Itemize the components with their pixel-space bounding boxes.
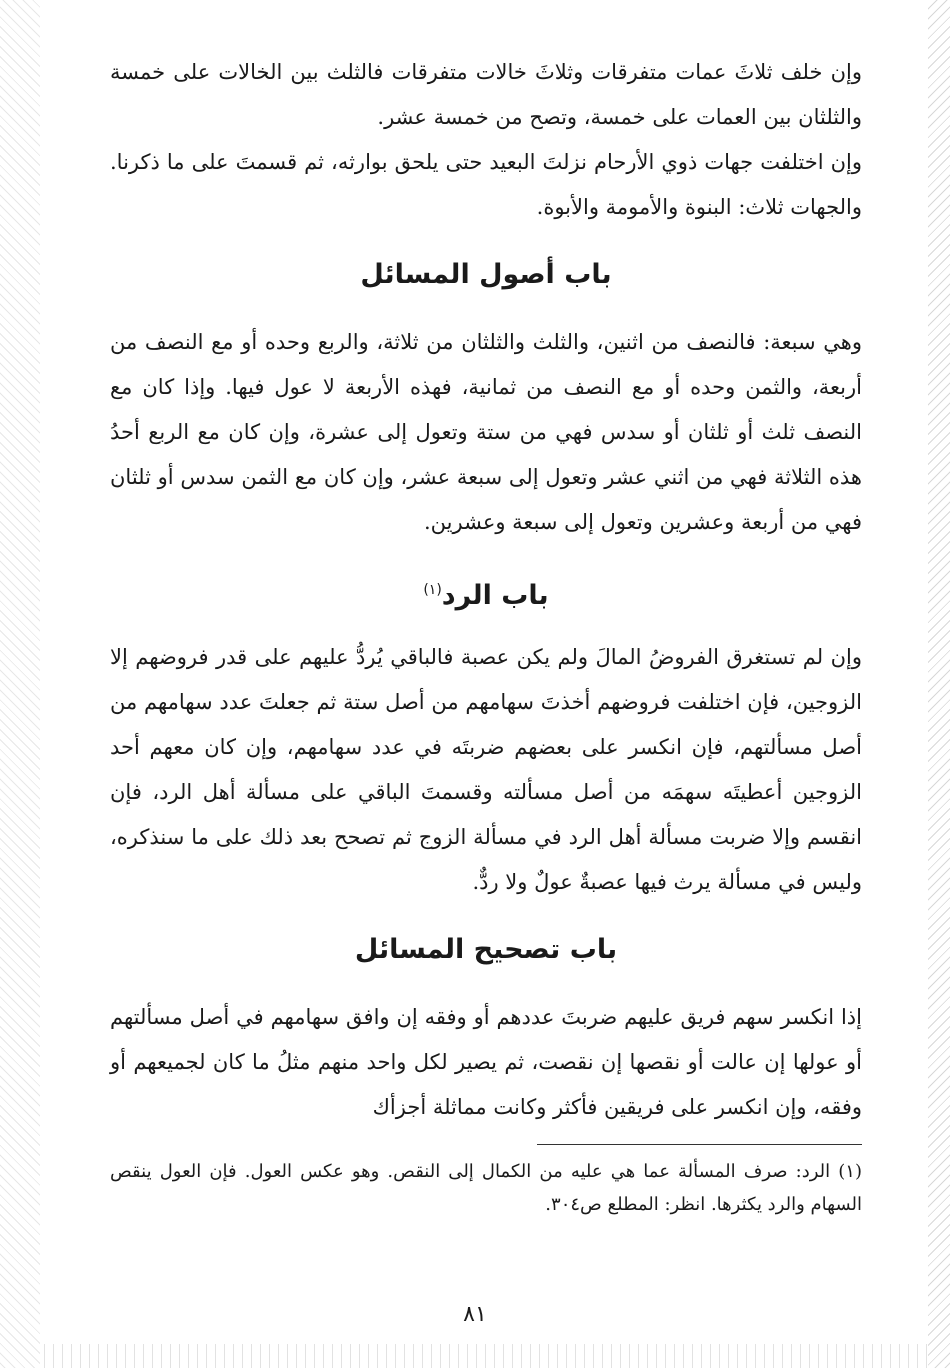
paragraph-tashih-al-masail: إذا انكسر سهم فريق عليهم ضربتَ عددهم أو وفقه إن وافق سهامهم في أصل مسألتهم أو عولها إن عالت أو نقصها إن نقصت، ثم يصير لكل واحد منهم مثلُ ما كان لجميعهم أو وفقه، وإن انكسر على فريقين فأكثر وكانت مماثلة أجزأك — [110, 1005, 862, 1119]
heading-al-radd-text: باب الرد — [441, 580, 549, 611]
scan-border-left — [0, 0, 40, 1368]
heading-tashih-al-masail: باب تصحيح المسائل — [354, 934, 618, 965]
heading-usul-al-masail: باب أصول المسائل — [360, 259, 612, 290]
paragraph-jihat: وإن اختلفت جهات ذوي الأرحام نزلتَ البعيد حتى يلحق بوارثه، ثم قسمتَ على ما ذكرنا. والجهات ثلاث: البنوة والأمومة والأبوة. — [110, 150, 862, 219]
footnote-divider — [537, 1144, 862, 1145]
scan-border-bottom — [40, 1344, 928, 1368]
paragraph-al-radd: وإن لم تستغرق الفروضُ المالَ ولم يكن عصبة فالباقي يُردُّ عليهم على قدر فروضهم إلا الزوجين، فإن اختلفت فروضهم أخذتَ سهامهم من أصل ستة ثم جعلتَ عدد سهامهم من أصل مسألتهم، فإن انكسر على بعضهم ضربتَه في عدد سهامهم، وإن كان معهم أحد الزوجين أعطيتَه سهمَه من أصل مسألته وقسمتَ الباقي على مسألة أهل الرد، فإن انقسم وإلا ضربت مسألة أهل الرد في مسألة الزوج ثم تصحح بعد ذلك على ما سنذكره، وليس في مسألة يرث فيها عصبةٌ عولٌ ولا ردٌّ. — [110, 645, 862, 894]
page-body — [110, 50, 862, 1221]
paragraph-usul-al-masail: وهي سبعة: فالنصف من اثنين، والثلث والثلثان من ثلاثة، والربع وحده أو مع النصف من أربعة، والثمن وحده أو مع النصف من ثمانية، فهذه الأربعة لا عول فيها. وإذا كان مع النصف ثلث أو ثلثان أو سدس فهي من ستة وتعول إلى عشرة، وإن كان مع الربع أحدُ هذه الثلاثة فهي من اثني عشر وتعول إلى سبعة عشر، وإن كان مع الثمن سدس أو ثلثان فهي من أربعة وعشرين وتعول إلى سبعة وعشرين. — [110, 330, 862, 534]
scan-border-right — [928, 0, 950, 1368]
page-number: ٨١ — [463, 1302, 487, 1327]
footnote-marker: (١) — [423, 582, 442, 598]
heading-al-radd — [110, 545, 862, 635]
paragraph-khalat: وإن خلف ثلاثَ عمات متفرقات وثلاثَ خالات متفرقات فالثلث بين الخالات على خمسة والثلثان بين العمات على خمسة، وتصح من خمسة عشر. — [110, 60, 862, 129]
footnote-radd: (١) الرد: صرف المسألة عما هي عليه من الكمال إلى النقص. وهو عكس العول. فإن العول ينقص السهام والرد يكثرها. انظر: المطلع ص٣٠٤. — [110, 1161, 862, 1215]
